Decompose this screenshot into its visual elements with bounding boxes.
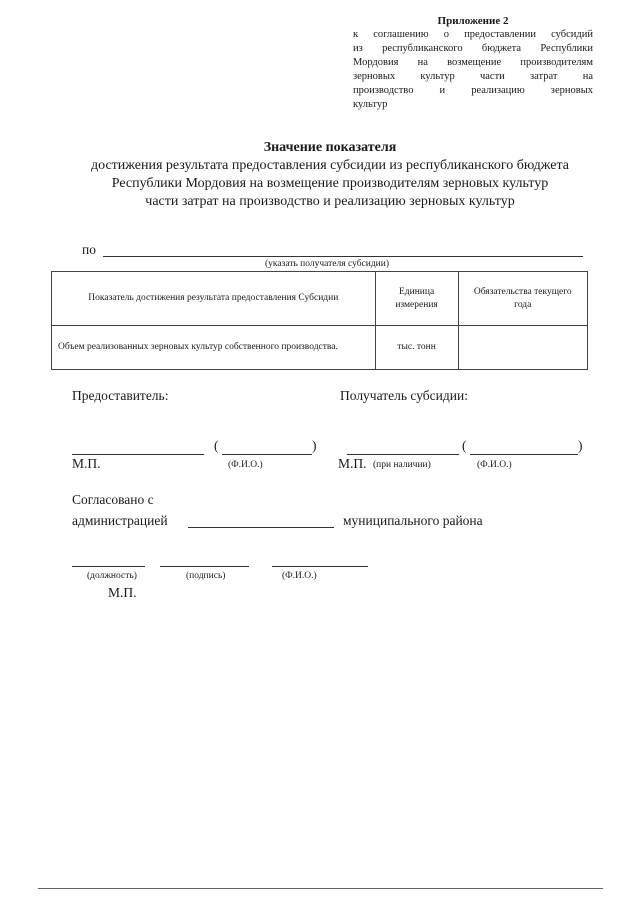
- administration-label: администрацией: [72, 513, 168, 528]
- signature-line[interactable]: [160, 566, 249, 567]
- appendix-line: Мордовия на возмещение производителям: [353, 57, 593, 68]
- if-any-hint: (при наличии): [373, 460, 431, 470]
- indicator-table: [51, 271, 588, 370]
- table-cell: Объем реализованных зерновых культур собственного производства.: [52, 326, 376, 370]
- close-paren: ): [312, 438, 317, 453]
- position-line[interactable]: [72, 566, 145, 567]
- heading-title: Значение показателя: [263, 140, 397, 155]
- recipient-signature-line[interactable]: [347, 454, 459, 455]
- table-cell: тыс. тонн: [375, 326, 458, 370]
- table-header-cell: Обязательства текущего года: [458, 272, 587, 326]
- table-cell-editable[interactable]: [458, 326, 587, 370]
- table-row: [52, 326, 588, 370]
- footer-divider: [38, 888, 603, 889]
- table-header-row: [52, 272, 588, 326]
- heading-line: достижения результата предоставления субсидии из республиканского бюджета: [90, 158, 569, 173]
- appendix-line: из республиканского бюджета Республики: [353, 43, 593, 54]
- provider-signature-line[interactable]: [72, 454, 204, 455]
- recipient-field[interactable]: [103, 256, 583, 257]
- fio-hint: (Ф.И.О.): [282, 571, 317, 581]
- appendix-block: [353, 14, 593, 112]
- provider-label: Предоставитель:: [72, 388, 169, 403]
- recipient-fio-line[interactable]: [470, 454, 578, 455]
- appendix-line: к соглашению о предоставлении субсидий: [353, 29, 593, 40]
- appendix-title: Приложение 2: [437, 15, 509, 27]
- stamp-label: М.П.: [338, 456, 367, 471]
- stamp-label: М.П.: [108, 585, 137, 600]
- recipient-hint: (указать получателя субсидии): [265, 259, 390, 269]
- agreed-label: Согласовано с: [72, 492, 154, 507]
- heading-line: части затрат на производство и реализацию зерновых культур: [145, 194, 515, 209]
- fio-line[interactable]: [272, 566, 368, 567]
- appendix-line: зерновых культур части затрат на: [353, 71, 593, 82]
- municipality-field[interactable]: [188, 527, 334, 528]
- stamp-label: М.П.: [72, 456, 101, 471]
- position-hint: (должность): [87, 571, 137, 581]
- municipality-label: муниципального района: [343, 513, 483, 528]
- recipient-label: Получатель субсидии:: [340, 388, 468, 403]
- open-paren: (: [214, 438, 219, 453]
- signature-hint: (подпись): [186, 571, 226, 581]
- appendix-line: производство и реализацию зерновых: [353, 85, 593, 96]
- fio-hint: (Ф.И.О.): [477, 460, 512, 470]
- recipient-prefix: по: [82, 242, 96, 257]
- heading-line: Республики Мордовия на возмещение производителям зерновых культур: [111, 176, 549, 191]
- table-header-cell: Единица измерения: [375, 272, 458, 326]
- fio-hint: (Ф.И.О.): [228, 460, 263, 470]
- provider-fio-line[interactable]: [222, 454, 312, 455]
- close-paren: ): [578, 438, 583, 453]
- open-paren: (: [462, 438, 467, 453]
- document-heading: [40, 139, 620, 211]
- appendix-line: культур: [353, 99, 388, 110]
- table-header-cell: Показатель достижения результата предоставления Субсидии: [52, 272, 376, 326]
